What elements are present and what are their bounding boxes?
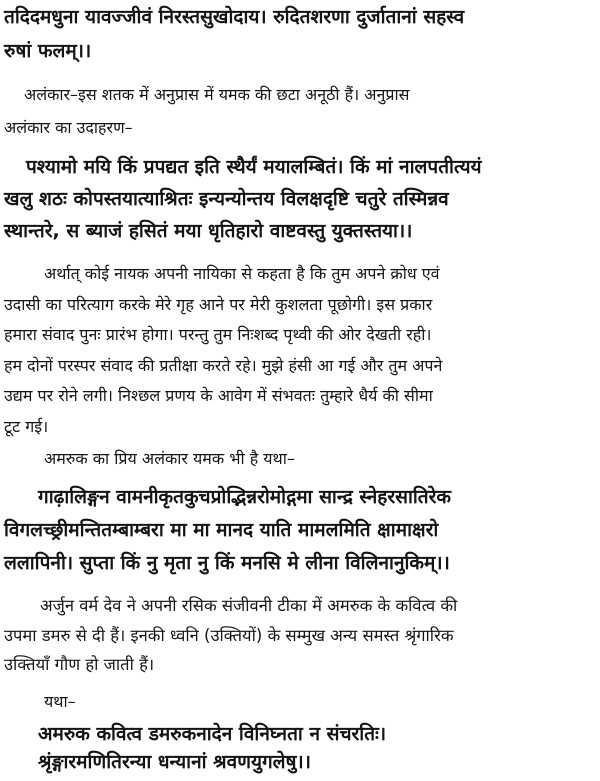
paragraph-line: हम दोनों परस्पर संवाद की प्रतीक्षा करते रहे। मुझे हंसी आ गई और तुम अपने [4,356,443,375]
verse-line: पश्यामो मयि किं प्रपद्यत इति स्थैर्यं मयालम्बितं। किं मां नालपतीत्ययं [26,156,482,178]
verse-line: विगलच्छ्रीमन्तितम्बाम्बरा मा मा मानद याति मामलमिति क्षामाक्षरो [4,519,439,541]
paragraph-line: अर्थात् कोई नायक अपनी नायिका से कहता है कि तुम अपने क्रोध एवं [44,264,440,283]
paragraph-line: अलंकार–इस शतक में अनुप्रास में यमक की छटा अनूठी हैं। अनुप्रास [24,85,410,104]
paragraph-line: उक्तियाँ गौण हो जाती हैं। [4,655,155,674]
verse-line: तदिदमधुना यावज्जीवं निरस्तसुखोदाय। रुदितशरणा दुर्जातानां सहस्व [4,6,465,28]
paragraph-line: उद्यम पर रोने लगी। निश्छल प्रणय के आवेग में संभवतः तुम्हारे धैर्य की सीमा [4,386,433,405]
verse-line: गाढ़ालिङ्गन वामनीकृतकुचप्रोद्भिन्नरोमोद्गमा सान्द्र स्नेहरसातिरेक [38,486,451,508]
verse-line: श्रृंङ्गारमणितिरन्या धन्यानां श्रवणयुगलेषु।। [38,751,311,773]
paragraph-line: उदासी का परित्याग करके मेरे गृह आने पर मेरी कुशलता पूछोगी। इस प्रकार [4,295,433,314]
verse-line: खलु शठः कोपस्तयात्याश्रितः इन्यन्योन्तय विलक्षदृष्टि चतुरे तस्मिन्नव [4,188,449,210]
paragraph-line: अमरुक का प्रिय अलंकार यमक भी है यथा– [44,449,295,468]
paragraph-line: यथा– [44,692,76,711]
verse-line: रुषां फलम्।। [4,40,92,62]
verse-line: अमरुक कवित्व डमरुकनादेन विनिघ्नता न संचरतिः। [38,723,387,745]
paragraph-line: अर्जुन वर्म देव ने अपनी रसिक संजीवनी टीका में अमरुक के कवित्व की [40,596,458,615]
verse-line: ललापिनी। सुप्ता किं नु मृता नु किं मनसि मे लीना विलिनानुकिम्।। [4,552,450,574]
paragraph-line: टूट गई। [4,417,49,436]
paragraph-line: अलंकार का उदाहरण– [4,118,133,137]
verse-line: स्थान्तरे, स ब्याजं हसितं मया धृतिहारो वाष्टवस्तु युक्तस्तया।। [4,220,413,242]
paragraph-line: उपमा डमरु से दी हैं। इनकी ध्वनि (उक्तियों) के सम्मुख अन्य समस्त श्रृंगारिक [4,626,454,645]
paragraph-line: हमारा संवाद पुनः प्रारंभ होगा। परन्तु तुम निःशब्द पृथ्वी की ओर देखती रही। [4,325,432,344]
